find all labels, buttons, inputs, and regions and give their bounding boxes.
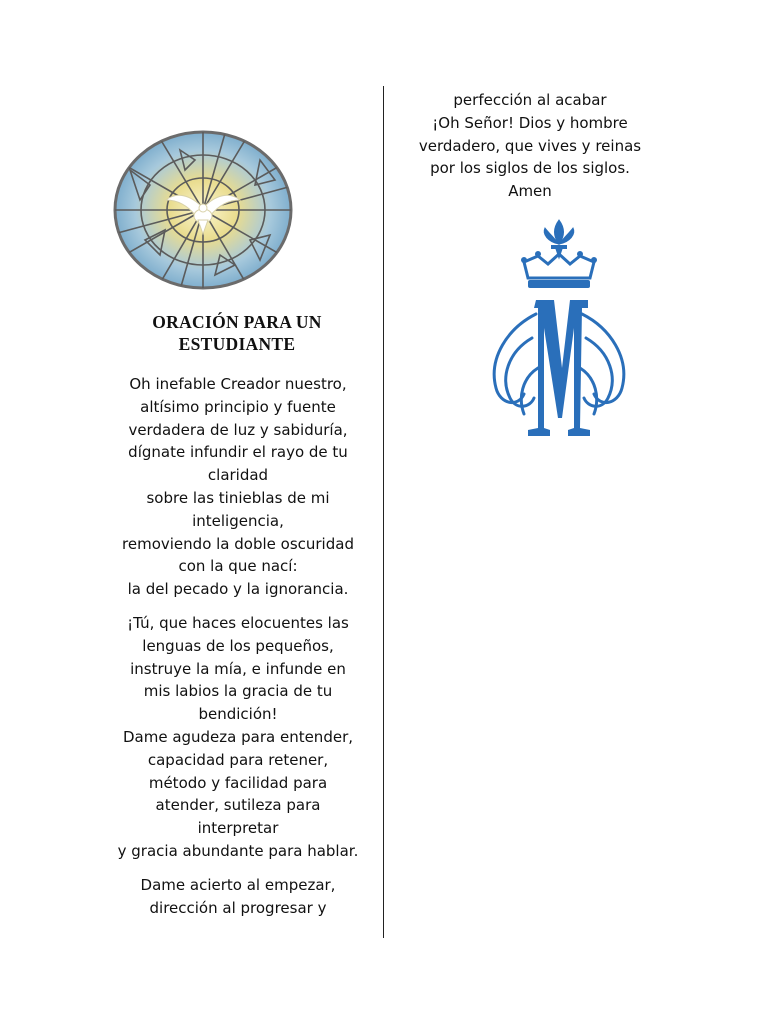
prayer-title xyxy=(120,311,354,355)
stanza-3 xyxy=(90,874,386,920)
prayer-body-right xyxy=(382,89,678,203)
crowned-m-monogram-icon xyxy=(478,218,640,440)
text-line: interpretar xyxy=(197,819,279,838)
text-line: bendición! xyxy=(198,705,278,724)
text-line: altísimo principio y fuente xyxy=(140,397,336,416)
title-line-2: ESTUDIANTE xyxy=(178,334,296,354)
text-line: dígnate infundir el rayo de tu xyxy=(128,443,348,462)
text-line: Oh inefable Creador nuestro, xyxy=(129,375,347,393)
title-line-1: ORACIÓN PARA UN xyxy=(152,312,322,332)
text-line: verdadera de luz y sabiduría, xyxy=(128,420,348,439)
text-line: removiendo la doble oscuridad xyxy=(122,534,354,553)
text-line: ¡Oh Señor! Dios y hombre xyxy=(432,113,628,132)
text-line: la del pecado y la ignorancia. xyxy=(127,580,349,599)
text-line: método y facilidad para xyxy=(148,773,328,792)
text-line: Dame acierto al empezar, xyxy=(140,875,336,894)
text-line: dirección al progresar y xyxy=(149,898,327,917)
prayer-body-left xyxy=(90,373,386,919)
text-line: inteligencia, xyxy=(192,511,284,530)
text-line: por los siglos de los siglos. xyxy=(430,159,630,178)
text-line: claridad xyxy=(207,466,269,485)
text-line: verdadero, que vives y reinas xyxy=(418,136,642,155)
text-line: Dame agudeza para entender, xyxy=(122,727,354,746)
stained-glass-dove-icon xyxy=(110,130,296,290)
text-line: y gracia abundante para hablar. xyxy=(117,841,359,860)
text-line: ¡Tú, que haces elocuentes las xyxy=(127,613,349,632)
text-line: perfección al acabar xyxy=(453,91,607,109)
stanza-2 xyxy=(90,612,386,863)
text-line: Amen xyxy=(508,182,552,201)
stanza-1 xyxy=(90,373,386,601)
text-line: con la que nací: xyxy=(178,557,298,576)
text-line: instruye la mía, e infunde en xyxy=(130,659,346,678)
text-line: capacidad para retener, xyxy=(147,750,329,769)
text-line: atender, sutileza para xyxy=(155,796,321,815)
text-line: sobre las tinieblas de mi xyxy=(146,488,330,507)
text-line: lenguas de los pequeños, xyxy=(142,636,334,655)
text-line: mis labios la gracia de tu xyxy=(143,682,333,701)
